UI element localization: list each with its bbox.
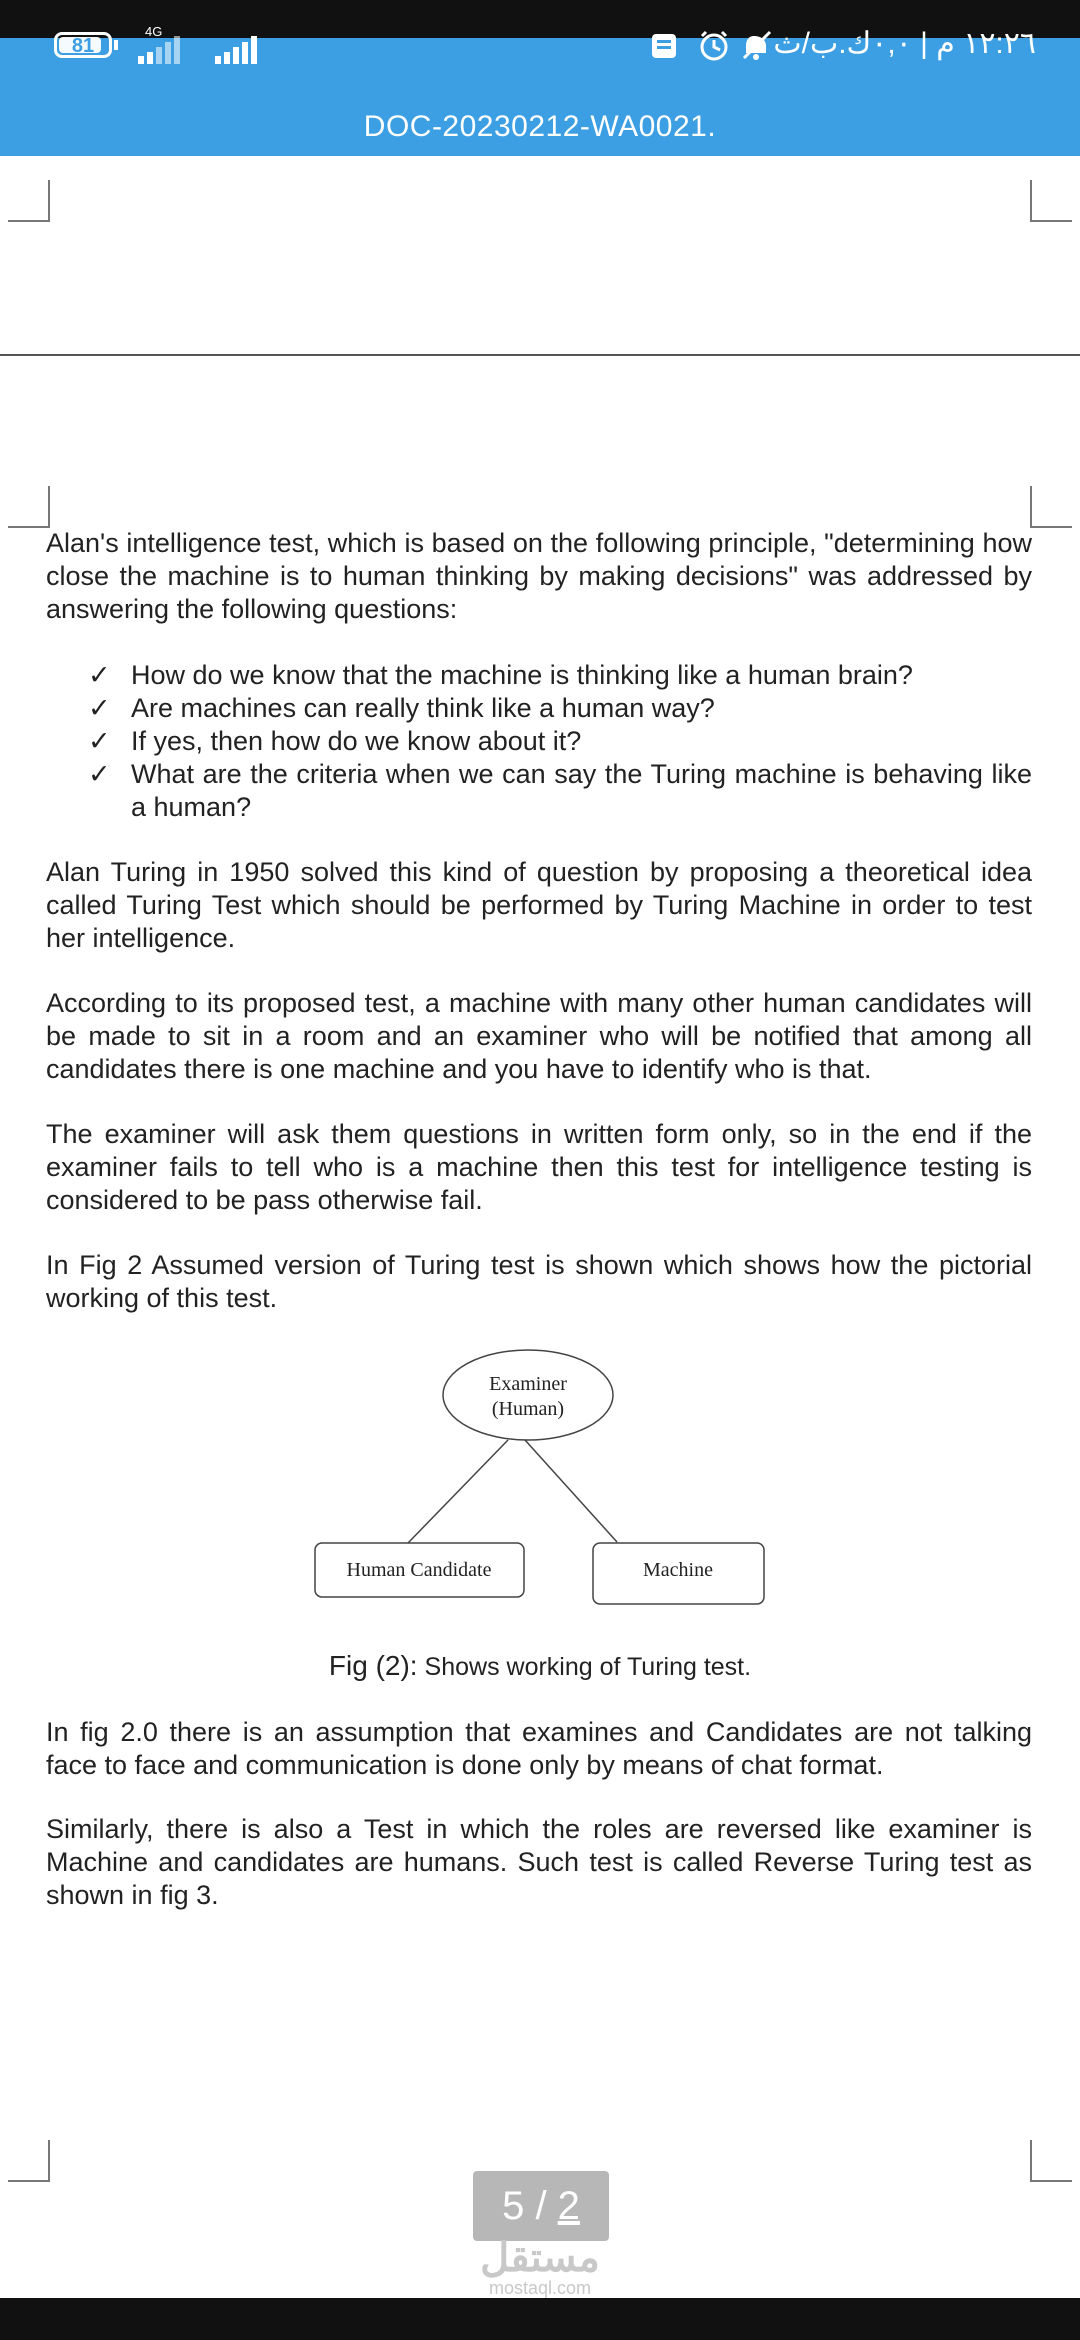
- navigation-bar: [0, 2298, 1080, 2340]
- watermark-arabic: مستقل: [480, 2236, 600, 2280]
- alarm-icon: [702, 32, 726, 59]
- human-candidate-label: Human Candidate: [346, 1559, 492, 1581]
- current-page: 5: [502, 2184, 525, 2228]
- crop-mark: [8, 180, 50, 222]
- message-icon: [652, 34, 676, 58]
- total-pages: 2: [557, 2184, 580, 2228]
- status-clock-speed: ١٢:٢٦ م | ٠,٠ك.ب/ث: [773, 27, 1036, 60]
- machine-label: Machine: [643, 1559, 713, 1581]
- signal-icon-sim1: [138, 34, 198, 64]
- paragraph: According to its proposed test, a machine with many other human candidates will be made to sit in a room and an examiner who will be notified that among all candidates there is one machine and you have to identify who is that.: [46, 988, 1032, 1084]
- examiner-label: Examiner: [489, 1373, 567, 1395]
- battery-cap: [114, 40, 118, 50]
- connector-line: [525, 1440, 617, 1542]
- watermark: [440, 2238, 640, 2298]
- paragraph: Alan Turing in 1950 solved this kind of question by proposing a theoretical idea called Turing Test which should be performed by Turing Machine in order to test her intelligence.: [46, 857, 1032, 953]
- crop-mark: [8, 486, 50, 528]
- caption-text: Shows working of Turing test.: [417, 1653, 752, 1681]
- caption-label: Fig (2):: [328, 1650, 418, 1681]
- crop-mark: [1030, 2140, 1072, 2182]
- examiner-sublabel: (Human): [491, 1398, 565, 1420]
- crop-mark: [1030, 486, 1072, 528]
- list-item: ✓ If yes, then how do we know about it?: [88, 726, 582, 756]
- status-row: [0, 22, 1080, 68]
- crop-mark: [8, 2140, 50, 2182]
- checkmark-icon: ✓: [88, 726, 111, 756]
- battery-icon: [54, 32, 112, 58]
- battery-level: 81: [71, 35, 95, 57]
- connector-line: [408, 1440, 508, 1543]
- list-item: ✓ How do we know that the machine is thinking like a human brain?: [88, 660, 913, 690]
- paragraph: Alan's intelligence test, which is based on the following principle, "determining how close the machine is to human thinking by making decisions" was addressed by answering the following questions:: [46, 528, 1032, 624]
- list-item: ✓ Are machines can really think like a human way?: [88, 693, 715, 723]
- checkmark-icon: ✓: [88, 759, 111, 789]
- silent-icon: [744, 32, 770, 60]
- checkmark-icon: ✓: [88, 693, 111, 723]
- question-list: [46, 659, 1032, 824]
- list-item: ✓ What are the criteria when we can say the Turing machine is behaving like a human?: [88, 759, 1032, 822]
- figure-caption: [0, 1650, 1080, 1682]
- page-indicator[interactable]: [473, 2171, 609, 2241]
- network-type: 4G: [145, 24, 163, 39]
- page-separator: /: [524, 2184, 558, 2228]
- page-divider: [0, 354, 1080, 356]
- signal-icon-sim2: [215, 34, 275, 64]
- turing-test-diagram: [0, 1340, 1080, 1620]
- paragraph: The examiner will ask them questions in written form only, so in the end if the examiner fails to tell who is a machine then this test for intelligence testing is considered to be pass otherwise fail.: [46, 1119, 1032, 1215]
- paragraph: In fig 2.0 there is an assumption that examines and Candidates are not talking face to face and communication is done only by means of chat format.: [46, 1717, 1032, 1780]
- document-title: DOC-20230212-WA0021.: [363, 110, 717, 143]
- crop-mark: [1030, 180, 1072, 222]
- examiner-node: [443, 1350, 613, 1440]
- paragraph: In Fig 2 Assumed version of Turing test is shown which shows how the pictorial working of this test.: [46, 1250, 1032, 1313]
- paragraph: Similarly, there is also a Test in which the roles are reversed like examiner is Machine and candidates are humans. Such test is called Reverse Turing test as shown in fig 3.: [46, 1814, 1032, 1910]
- checkmark-icon: ✓: [88, 660, 111, 690]
- watermark-latin: mostaql.com: [488, 2278, 592, 2298]
